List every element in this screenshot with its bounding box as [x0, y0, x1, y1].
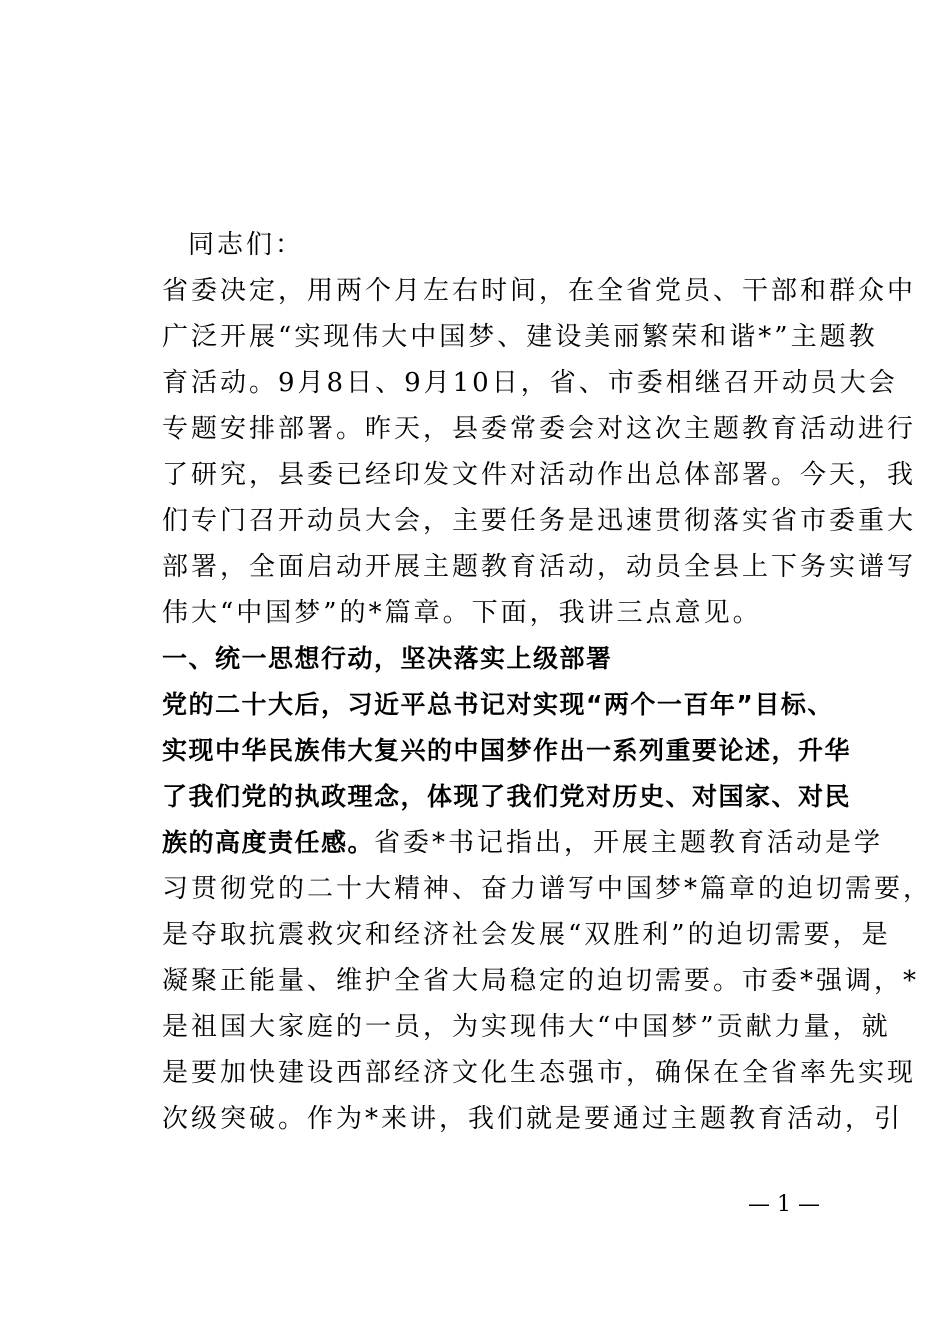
salutation: 同志们： [188, 230, 305, 260]
paragraph-line: 是夺取抗震救灾和经济社会发展“双胜利”的迫切需要，是 [162, 920, 891, 950]
paragraph-line: 次级突破。作为*来讲，我们就是要通过主题教育活动，引 [162, 1104, 904, 1134]
bold-paragraph-line: 实现中华民族伟大复兴的中国梦作出一系列重要论述，升华 [162, 736, 852, 765]
paragraph-line: 凝聚正能量、维护全省大局稳定的迫切需要。市委*强调，* [162, 966, 920, 996]
mixed-bold-text: 族的高度责任感。 [162, 828, 375, 857]
paragraph-line: 了研究，县委已经印发文件对活动作出总体部署。今天，我 [162, 460, 917, 490]
paragraph-line: 伟大“中国梦”的*篇章。下面，我讲三点意见。 [162, 598, 762, 628]
paragraph-line: 部署，全面启动开展主题教育活动，动员全县上下务实谱写 [162, 552, 917, 582]
paragraph-line: 习贯彻党的二十大精神、奋力谱写中国梦*篇章的迫切需要， [162, 874, 933, 904]
document-body [162, 222, 933, 1142]
paragraph-line: 是要加快建设西部经济文化生态强市，确保在全省率先实现 [162, 1058, 917, 1088]
paragraph-line: 育活动。9月8日、9月10日，省、市委相继召开动员大会 [162, 368, 898, 398]
mixed-paragraph-line [162, 820, 884, 866]
paragraph-line: 广泛开展“实现伟大中国梦、建设美丽繁荣和谐*”主题教 [162, 322, 878, 352]
paragraph-line: 专题安排部署。昨天，县委常委会对这次主题教育活动进行 [162, 414, 917, 444]
mixed-normal-text: 省委*书记指出，开展主题教育活动是学 [374, 828, 884, 858]
paragraph-line: 们专门召开动员大会，主要任务是迅速贯彻落实省市委重大 [162, 506, 917, 536]
page-number: — 1 — [748, 1192, 820, 1217]
bold-paragraph-line: 党的二十大后，习近平总书记对实现“两个一百年”目标、 [162, 690, 834, 719]
paragraph-line: 省委决定，用两个月左右时间，在全省党员、干部和群众中 [162, 276, 917, 306]
paragraph-line: 是祖国大家庭的一员，为实现伟大“中国梦”贡献力量，就 [162, 1012, 891, 1042]
bold-paragraph-line: 了我们党的执政理念，体现了我们党对历史、对国家、对民 [162, 782, 852, 811]
section-heading: 一、统一思想行动，坚决落实上级部署 [162, 644, 613, 673]
